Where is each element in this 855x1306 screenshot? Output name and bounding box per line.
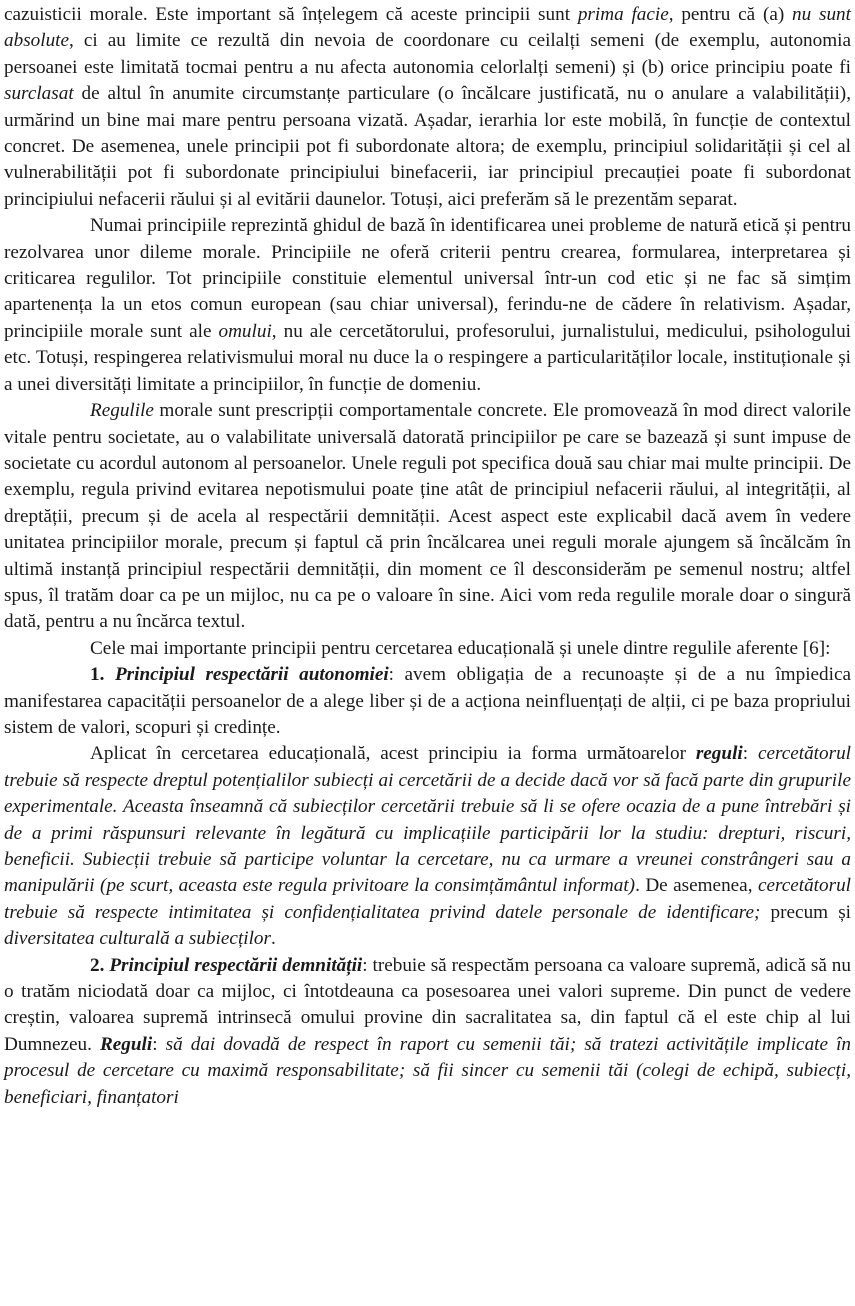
paragraph-principle-autonomy [4,662,851,741]
body-text: , ci au limite ce rezultă din nevoia de coordonare cu ceilalți semeni (de exemplu, autonomia persoanei este limitată tocmai pentru a nu afecta autonomia celorlalți semeni) și (b) orice principiu poate fi [4,30,851,78]
emphasis-text: să dai dovadă de respect în raport cu semenii tăi; să tratezi activitățile implicate în procesul de cercetare cu maximă responsabilitate; să fii sincer cu semenii tăi (colegi de echipă, subiecți, beneficiari, finanțatori [4,1033,851,1108]
paragraph-prima-facie [4,2,851,213]
body-text: de altul în anumite circumstanțe particulare (o încălcare justificată, nu o anulare a valabilității), urmărind un bine mai mare pentru persoana vizată. Așadar, ierarhia lor este mobilă, în funcție de contextul concret. De asemenea, unele principii pot fi subordonate altora; de exemplu, principiul solidarității și cel al vulnerabilității pot fi subordonate principiului binefacerii, iar principiul precauției poate fi subordonat principiului nefacerii răului și al evitării daunelor. Totuși, aici preferăm să le prezentăm separat. [4,83,851,210]
emphasis-text: Principiul respectării autonomiei [114,664,389,686]
emphasis-text: prima facie [577,4,669,25]
paragraph-principles-guide [4,213,851,398]
emphasis-text: nu sunt absolute [4,4,851,52]
paragraph-principle-dignity [4,953,851,1111]
emphasis-text: 2. [90,954,110,976]
emphasis-text: surclasat [4,83,74,105]
emphasis-text: omului [218,320,272,342]
emphasis-text: Principiul respectării demnității [109,954,363,976]
emphasis-text: Reguli [99,1033,153,1055]
body-text: : [152,1033,166,1055]
body-text: cazuisticii morale. Este important să înțelegem că aceste principii sunt [4,4,578,25]
emphasis-text: reguli [695,743,743,765]
body-text: , nu ale cercetătorului, profesorului, jurnalistului, medicului, psihologului etc. Totuși, respingerea relativismului moral nu duce la o respingere a particularităților locale, instituționale și a unei diversități limitate a principiilor, în funcție de domeniu. [4,320,851,395]
body-text: . De asemenea, [635,875,758,897]
paragraph-moral-rules [4,398,851,636]
body-text: : trebuie să respectăm persoana ca valoare supremă, adică să nu o tratăm niciodată doar ca mijloc, ci întotdeauna ca posesoarea unei valori supreme. Din punct de vedere creștin, valoarea supremă intrinsecă omului provine din sacralitatea sa, din faptul că el este chip al lui Dumnezeu. [4,954,851,1055]
emphasis-text: cercetătorul trebuie să respecte dreptul potențialilor subiecți ai cercetării de a decide dacă vor să facă parte din grupurile experimentale. Aceasta înseamnă că subiecților cercetării trebuie să li se ofere ocazia de a pune întrebări și de a primi răspunsuri relevante în legătură cu implicațiile participării lor la studiu: drepturi, riscuri, beneficii. Subiecții trebuie să participe voluntar la cercetare, nu ca urmare a vreunei constrângeri sau a manipulării (pe scurt, aceasta este regula privitoare la consimțământul informat) [4,743,851,897]
body-text: morale sunt prescripții comportamentale concrete. Ele promovează în mod direct valorile vitale pentru societate, au o valabilitate universală datorată principiilor pe care se bazează și sunt impuse de societate cu acordul autonom al persoanelor. Unele reguli pot specifica două sau chiar mai multe principii. De exemplu, regula privind evitarea nepotismului poate ține atât de principiul nefacerii răului, al integrității, al dreptății, precum și de acela al respectării demnității. Acest aspect este explicabil dacă avem în vedere unitatea principiilor morale, precum și faptul că prin încălcarea unei reguli morale ajungem să încălcăm în ultimă instanță principiul respectării demnității, din moment ce îl desconsiderăm pe semenul nostru; altfel spus, îl tratăm doar ca pe un mijloc, nu ca pe o valoare în sine. Aici vom reda regulile morale doar o singură dată, pentru a nu încărca textul. [4,400,851,633]
body-text: : avem obligația de a recunoaște și de a nu împiedica manifestarea capacității persoanelor de a alege liber și de a acționa neinfluențați de alții, ci pe baza propriului sistem de valori, scopuri și credințe. [4,664,852,738]
body-text: Cele mai importante principii pentru cercetarea educațională și unele dintre regulile aferente [6]: [90,637,831,659]
paragraph-principles-intro [4,636,851,662]
emphasis-text: 1. [90,664,115,686]
body-text: Numai principiile reprezintă ghidul de bază în identificarea unei probleme de natură etică și pentru rezolvarea unor dileme morale. Principiile ne oferă criterii pentru crearea, formularea, interpretarea și criticarea regulilor. Tot principiile constituie elementul universal într-un cod etic și ne fac să simțim apartenența la un etos comun european (sau chiar universal), ferindu-ne de cădere în relativism. Așadar, principiile morale sunt ale [4,215,851,342]
body-text: , pentru că (a) [668,4,793,25]
body-text: precum și [760,901,851,923]
body-text: : [742,743,758,765]
paragraph-autonomy-rules [4,741,851,952]
emphasis-text: Regulile [90,400,154,422]
emphasis-text: diversitatea culturală a subiecților [4,928,271,950]
emphasis-text: cercetătorul trebuie să respecte intimitatea și confidențialitatea privind datele personale de identificare; [4,875,851,923]
body-text: . [271,928,276,950]
body-text: Aplicat în cercetarea educațională, acest principiu ia forma următoarelor [90,743,696,765]
